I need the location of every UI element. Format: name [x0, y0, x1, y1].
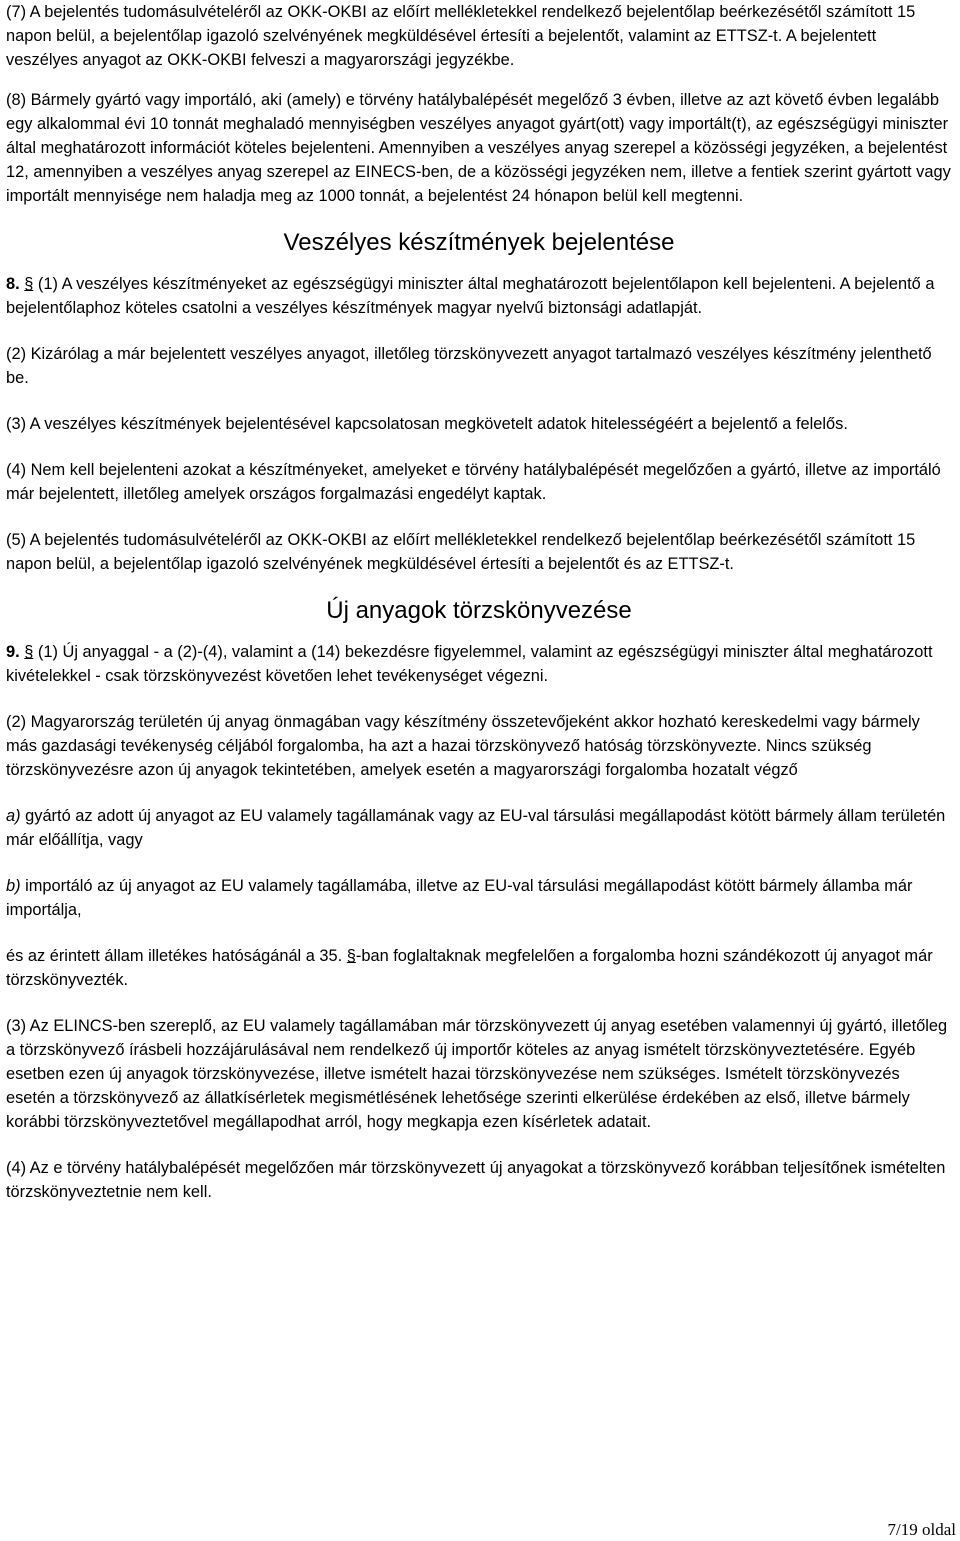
- paragraph-9-1: [6, 640, 952, 688]
- tail-text-2: -ban foglaltaknak megfelelően a forgalomba hozni szándékozott új anyagot már törzskönyvezték.: [6, 947, 933, 989]
- section-sign-link-9[interactable]: §: [24, 643, 34, 661]
- section-sign-link-8[interactable]: §: [24, 275, 34, 293]
- paragraph-9-1-text: (1) Új anyaggal - a (2)-(4), valamint a (14) bekezdésre figyelemmel, valamint az egészségügyi miniszter által meghatározott kivételekkel - csak törzskönyvezést követően lehet tevékenységet végezni.: [6, 643, 933, 685]
- paragraph-7-2-8: (8) Bármely gyártó vagy importáló, aki (amely) e törvény hatálybalépését megelőző 3 évben, illetve az azt követő évben legalább egy alkalommal évi 10 tonnát meghaladó mennyiségben veszélyes anyagot gyárt(ott) vagy importált(t), az egészségügyi miniszter által meghatározott információt köteles bejelenteni. Amennyiben a veszélyes anyag szerepel a közösségi jegyzéken, a bejelentést 12, amennyiben a veszélyes anyag szerepel az EINECS-ben, de a közösségi jegyzéken nem, illetve a fentiek szerint gyártott vagy importált mennyisége nem haladja meg az 1000 tonnát, a bejelentést 24 hónapon belül kell megtenni.: [6, 91, 951, 205]
- section-heading-new-substances: Új anyagok törzskönyvezése: [326, 597, 632, 624]
- paragraph-8-1-text: (1) A veszélyes készítményeket az egészségügyi miniszter által meghatározott bejelentőlapon kell bejelenteni. A bejelentő a bejelentőlaphoz köteles csatolni a veszélyes készítmények magyar nyelvű biztonsági adatlapját.: [6, 275, 935, 317]
- paragraph-9-4: (4) Az e törvény hatálybalépését megelőzően már törzskönyvezett új anyagokat a törzskönyvező korábban teljesítőnek ismételten törzskönyveztetnie nem kell.: [6, 1159, 946, 1201]
- paragraph-8-3: (3) A veszélyes készítmények bejelentésével kapcsolatosan megkövetelt adatok hitelességéért a bejelentő a felelős.: [6, 415, 848, 433]
- point-text-b: importáló az új anyagot az EU valamely tagállamába, illetve az EU-val társulási megállapodást kötött bármely államba már importálja,: [6, 877, 913, 919]
- point-text-a: gyártó az adott új anyagot az EU valamely tagállamának vagy az EU-val társulási megállapodást kötött bármely állam területén már előállítja, vagy: [6, 807, 946, 849]
- tail-text-1: és az érintett állam illetékes hatóságánál a 35.: [6, 947, 347, 965]
- section-heading-preparations: Veszélyes készítmények bejelentése: [283, 229, 675, 256]
- paragraph-8-4: (4) Nem kell bejelenteni azokat a készítményeket, amelyeket e törvény hatálybalépését megelőzően a gyártó, illetve az importáló már bejelentett, illetőleg amelyek országos forgalmazási engedélyt kaptak.: [6, 461, 941, 503]
- paragraph-8-1: [6, 272, 952, 320]
- point-label-b: b): [6, 877, 21, 895]
- document-page: [6, 0, 952, 1204]
- paragraph-9-2-tail: [6, 944, 952, 992]
- paragraph-9-2-b: [6, 874, 952, 922]
- point-label-a: a): [6, 807, 21, 825]
- page-number: 7/19 oldal: [887, 1520, 956, 1539]
- section-sign-link-35[interactable]: §: [346, 947, 356, 965]
- paragraph-8-5: (5) A bejelentés tudomásulvételéről az OKK-OKBI az előírt mellékletekkel rendelkező bejelentőlap beérkezésétől számított 15 napon belül, a bejelentőlap igazoló szelvényének megküldésével értesíti a bejelentőt és az ETTSZ-t.: [6, 531, 916, 573]
- paragraph-9-2-a: [6, 804, 952, 852]
- paragraph-9-2: (2) Magyarország területén új anyag önmagában vagy készítmény összetevőjeként akkor hozható kereskedelmi vagy bármely más gazdasági tevékenység céljából forgalomba, ha azt a hazai törzskönyvező hatóság törzskönyvezte. Nincs szükség törzskönyvezésre azon új anyagok tekintetében, amelyek esetén a magyarországi forgalomba hozatalt végző: [6, 713, 920, 779]
- section-number-8: 8.: [6, 275, 20, 293]
- paragraph-9-3: (3) Az ELINCS-ben szereplő, az EU valamely tagállamában már törzskönyvezett új anyag esetében valamennyi új gyártó, illetőleg a törzskönyvező írásbeli hozzájárulásával nem rendelkező új importőr köteles az anyag ismételt törzskönyveztetésére. Egyéb esetben ezen új anyagok törzskönyvezése, illetve ismételt hazai törzskönyvezése nem szükséges. Ismételt törzskönyvezés esetén a törzskönyvező az állatkísérletek megismétlésének lehetősége szerinti elkerülése érdekében az első, illetve bármely korábbi törzskönyveztetővel megállapodhat arról, hogy megkapja ezen kísérletek adatait.: [6, 1017, 948, 1131]
- paragraph-8-2: (2) Kizárólag a már bejelentett veszélyes anyagot, illetőleg törzskönyvezett anyagot tartalmazó veszélyes készítmény jelenthető be.: [6, 345, 932, 387]
- paragraph-7-2-7: (7) A bejelentés tudomásulvételéről az OKK-OKBI az előírt mellékletekkel rendelkező bejelentőlap beérkezésétől számított 15 napon belül, a bejelentőlap igazoló szelvényének megküldésével értesíti a bejelentőt, valamint az ETTSZ-t. A bejelentett veszélyes anyagot az OKK-OKBI felveszi a magyarországi jegyzékbe.: [6, 3, 916, 69]
- section-number-9: 9.: [6, 643, 20, 661]
